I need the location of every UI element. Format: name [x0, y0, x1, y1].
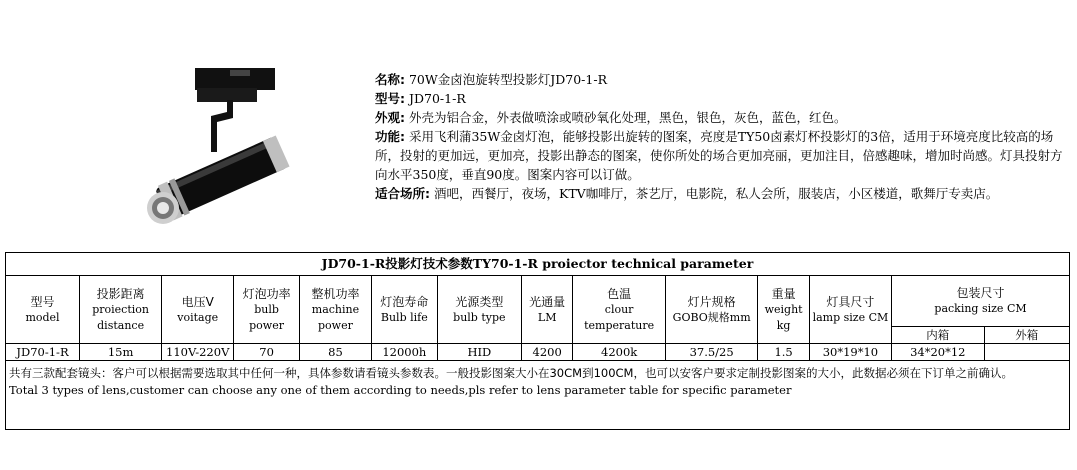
appearance-label: 外观:: [375, 110, 405, 125]
cell-bulb-power: 70: [234, 344, 300, 361]
product-venue: 酒吧，西餐厅，夜场，KTV咖啡厅，茶艺厅，电影院，私人会所，服装店，小区楼道，歌舞厅专卖店。: [433, 186, 999, 201]
header-row: [6, 276, 1070, 327]
product-image: [135, 60, 305, 230]
product-model: JD70-1-R: [408, 91, 466, 106]
header-lumen: 光通量 LM: [521, 276, 572, 344]
function-line: [375, 127, 1065, 184]
header-packing-size: 包装尺寸 packing size CM: [892, 276, 1070, 327]
header-bulb-type: 光源类型 bulb type: [437, 276, 521, 344]
header-gobo: 灯片规格 GOBO规格mm: [665, 276, 758, 344]
cell-model: JD70-1-R: [6, 344, 80, 361]
cell-voltage: 110V-220V: [162, 344, 234, 361]
cell-gobo: 37.5/25: [665, 344, 758, 361]
header-color-temp: 色温 clour temperature: [573, 276, 666, 344]
header-model: 型号 model: [6, 276, 80, 344]
spec-table: [5, 252, 1070, 430]
cell-outer-box: [984, 344, 1069, 361]
cell-weight: 1.5: [758, 344, 809, 361]
cell-machine-power: 85: [299, 344, 371, 361]
header-voltage: 电压V voitage: [162, 276, 234, 344]
header-inner-box: 内箱: [892, 327, 985, 344]
cell-color-temp: 4200k: [573, 344, 666, 361]
venue-line: [375, 184, 1065, 203]
header-machine-power: 整机功率 machine power: [299, 276, 371, 344]
header-weight: 重量 weight kg: [758, 276, 809, 344]
note-chinese: 共有三款配套镜头：客户可以根据需要选取其中任何一种，具体参数请看镜头参数表。一般投影图案大小在30CM到100CM，也可以安客户要求定制投影图案的大小，此数据必须在下订单之前确认。: [9, 366, 1013, 380]
adapter-detail: [230, 70, 250, 76]
product-appearance: 外壳为铝合金，外表做喷涂或喷砂氧化处理，黑色，银色，灰色，蓝色，红色。: [408, 110, 847, 125]
header-distance: 投影距离 proiection distance: [80, 276, 162, 344]
note-english: Total 3 types of lens,customer can choose any one of them according to needs,pls refer to lens parameter table for specific parameter: [9, 383, 792, 397]
cell-bulb-life: 12000h: [371, 344, 437, 361]
name-label: 名称:: [375, 72, 405, 87]
table-row: [6, 344, 1070, 361]
header-outer-box: 外箱: [984, 327, 1069, 344]
table-note: [6, 361, 1070, 430]
header-lamp-size: 灯具尺寸 lamp size CM: [809, 276, 891, 344]
header-bulb-power: 灯泡功率 bulb power: [234, 276, 300, 344]
venue-label: 适合场所:: [375, 186, 430, 201]
model-label: 型号:: [375, 91, 405, 106]
function-label: 功能:: [375, 129, 405, 144]
cell-bulb-type: HID: [437, 344, 521, 361]
appearance-line: [375, 108, 1065, 127]
lens-glass: [157, 202, 169, 214]
product-name: 70W金卤泡旋转型投影灯JD70-1-R: [408, 72, 607, 87]
model-line: [375, 89, 1065, 108]
table-title: JD70-1-R投影灯技术参数TY70-1-R proiector technical parameter: [6, 253, 1070, 276]
cell-lumen: 4200: [521, 344, 572, 361]
product-description: [375, 70, 1065, 203]
product-function: 采用飞利蒲35W金卤灯泡，能够投影出旋转的图案，亮度是TY50卤素灯杯投影灯的3倍，适用于环境亮度比较高的场所，投射的更加远，更加亮，投影出静态的图案，使你所处的场合更加亮丽，更加注目，倍感趣味，增加时尚感。灯具投射方向水平350度，垂直90度。图案内容可以订做。: [375, 129, 1063, 182]
header-bulb-life: 灯泡寿命 Bulb life: [371, 276, 437, 344]
name-line: [375, 70, 1065, 89]
cell-inner-box: 34*20*12: [892, 344, 985, 361]
cell-lamp-size: 30*19*10: [809, 344, 891, 361]
adapter-base: [197, 88, 257, 102]
cell-distance: 15m: [80, 344, 162, 361]
projector-illustration: [135, 60, 305, 230]
mounting-arm: [211, 100, 233, 152]
